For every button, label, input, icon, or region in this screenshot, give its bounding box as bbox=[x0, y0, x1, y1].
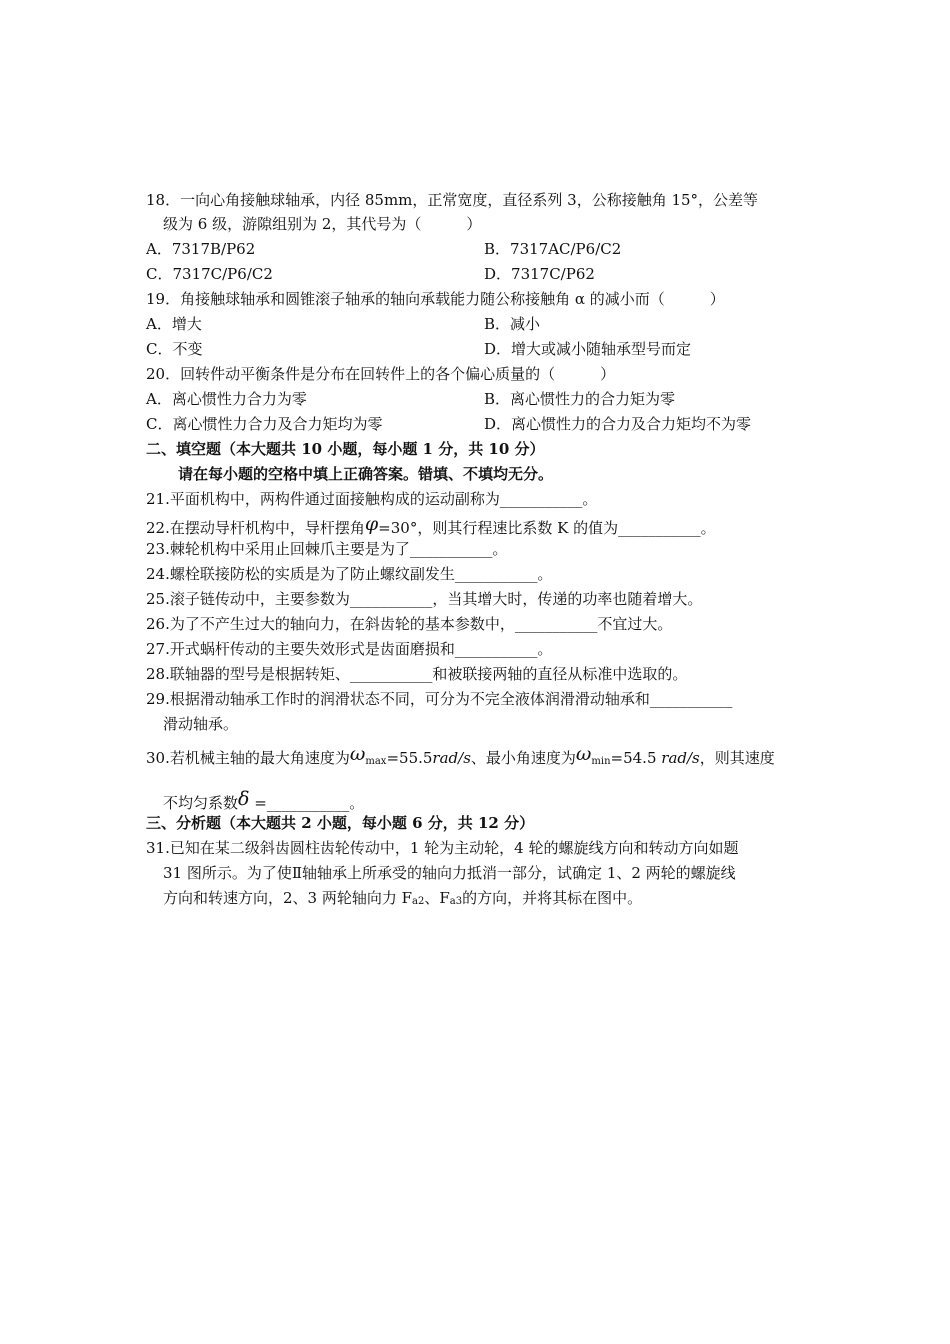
q25: 25.滚子链传动中，主要参数为___________，当其增大时，传递的功率也随着增大。 bbox=[146, 590, 703, 608]
q18-stem-line1: 18．一向心角接触球轴承，内径 85mm，正常宽度，直径系列 3，公称接触角 15°，公差等 bbox=[146, 191, 759, 209]
q22-post: =30°，则其行程速比系数 K 的值为___________。 bbox=[378, 519, 716, 537]
q19-option-d: D．增大或减小随轴承型号而定 bbox=[484, 340, 692, 358]
q18-option-a: A．7317B/P62 bbox=[146, 240, 256, 258]
q18-option-c: C．7317C/P6/C2 bbox=[146, 265, 273, 283]
q31-line1: 31.已知在某二级斜齿圆柱齿轮传动中，1 轮为主动轮，4 轮的螺旋线方向和转动方向如题 bbox=[146, 839, 739, 857]
q28: 28.联轴器的型号是根据转矩、___________和被联接两轴的直径从标准中选取的。 bbox=[146, 665, 688, 683]
delta-symbol: δ bbox=[238, 788, 250, 810]
q27: 27.开式蜗杆传动的主要失效形式是齿面磨损和___________。 bbox=[146, 640, 553, 658]
omega-symbol: ω bbox=[349, 743, 366, 765]
section2-title: 二、填空题（本大题共 10 小题，每小题 1 分，共 10 分） bbox=[146, 440, 545, 458]
q30-line2 bbox=[163, 789, 364, 813]
q23: 23.棘轮机构中采用止回棘爪主要是为了___________。 bbox=[146, 540, 508, 558]
q31-line2: 31 图所示。为了使Ⅱ轴轴承上所承受的轴向力抵消一部分，试确定 1、2 两轮的螺旋线 bbox=[163, 864, 736, 882]
q29-line2: 滑动轴承。 bbox=[163, 715, 239, 733]
q29-line1: 29.根据滑动轴承工作时的润滑状态不同，可分为不完全液体润滑滑动轴承和___________ bbox=[146, 690, 733, 708]
q24: 24.螺栓联接防松的实质是为了防止螺纹副发生___________。 bbox=[146, 565, 553, 583]
q18-stem-line2: 级为 6 级，游隙组别为 2，其代号为（ ） bbox=[163, 215, 482, 233]
q18-option-d: D．7317C/P62 bbox=[484, 265, 595, 283]
q21: 21.平面机构中，两构件通过面接触构成的运动副称为___________。 bbox=[146, 490, 598, 508]
q30-val2: =54.5 bbox=[610, 749, 662, 767]
q18-option-b: B．7317AC/P6/C2 bbox=[484, 240, 622, 258]
q20-stem: 20．回转件动平衡条件是分布在回转件上的各个偏心质量的（ ） bbox=[146, 365, 616, 383]
fa2-subscript: a2 bbox=[412, 896, 425, 907]
omega-symbol: ω bbox=[575, 743, 592, 765]
q30-unit2: rad/s bbox=[661, 749, 700, 767]
section3-title: 三、分析题（本大题共 2 小题，每小题 6 分，共 12 分） bbox=[146, 814, 535, 832]
q30-mid: 、最小角速度为 bbox=[470, 749, 576, 767]
q19-option-b: B．减小 bbox=[484, 315, 541, 333]
q19-option-c: C．不变 bbox=[146, 340, 203, 358]
q20-option-c: C．离心惯性力合力及合力矩均为零 bbox=[146, 415, 383, 433]
q20-option-d: D．离心惯性力的合力及合力矩均不为零 bbox=[484, 415, 752, 433]
q31-line3-mid: 、F bbox=[424, 889, 450, 907]
q31-line3-post: 的方向，并将其标在图中。 bbox=[462, 889, 643, 907]
q20-option-b: B．离心惯性力的合力矩为零 bbox=[484, 390, 676, 408]
section2-instruction: 请在每小题的空格中填上正确答案。错填、不填均无分。 bbox=[178, 465, 554, 483]
q30-pre: 30.若机械主轴的最大角速度为 bbox=[146, 749, 350, 767]
q31-line3 bbox=[163, 888, 642, 912]
q30-line2-post: =___________。 bbox=[249, 794, 365, 812]
q22-pre: 22.在摆动导杆机构中，导杆摆角 bbox=[146, 519, 365, 537]
phi-symbol: φ bbox=[364, 513, 379, 535]
q19-option-a: A．增大 bbox=[146, 315, 202, 333]
q19-stem: 19．角接触球轴承和圆锥滚子轴承的轴向承载能力随公称接触角 α 的减小而（ ） bbox=[146, 290, 725, 308]
q30-unit1: rad/s bbox=[432, 749, 471, 767]
q31-line3-pre: 方向和转速方向，2、3 两轮轴向力 F bbox=[163, 889, 413, 907]
fa3-subscript: a3 bbox=[449, 896, 463, 907]
q30-line2-pre: 不均匀系数 bbox=[163, 794, 239, 812]
q30-post: ，则其速度 bbox=[699, 749, 775, 767]
omega-max-subscript: max bbox=[365, 756, 387, 767]
q20-option-a: A．离心惯性力合力为零 bbox=[146, 390, 307, 408]
q26: 26.为了不产生过大的轴向力，在斜齿轮的基本参数中，___________不宜过大。 bbox=[146, 615, 673, 633]
omega-min-subscript: min bbox=[591, 756, 611, 767]
q30-line1 bbox=[146, 744, 775, 772]
q30-val1: =55.5 bbox=[386, 749, 433, 767]
q22 bbox=[146, 514, 716, 538]
